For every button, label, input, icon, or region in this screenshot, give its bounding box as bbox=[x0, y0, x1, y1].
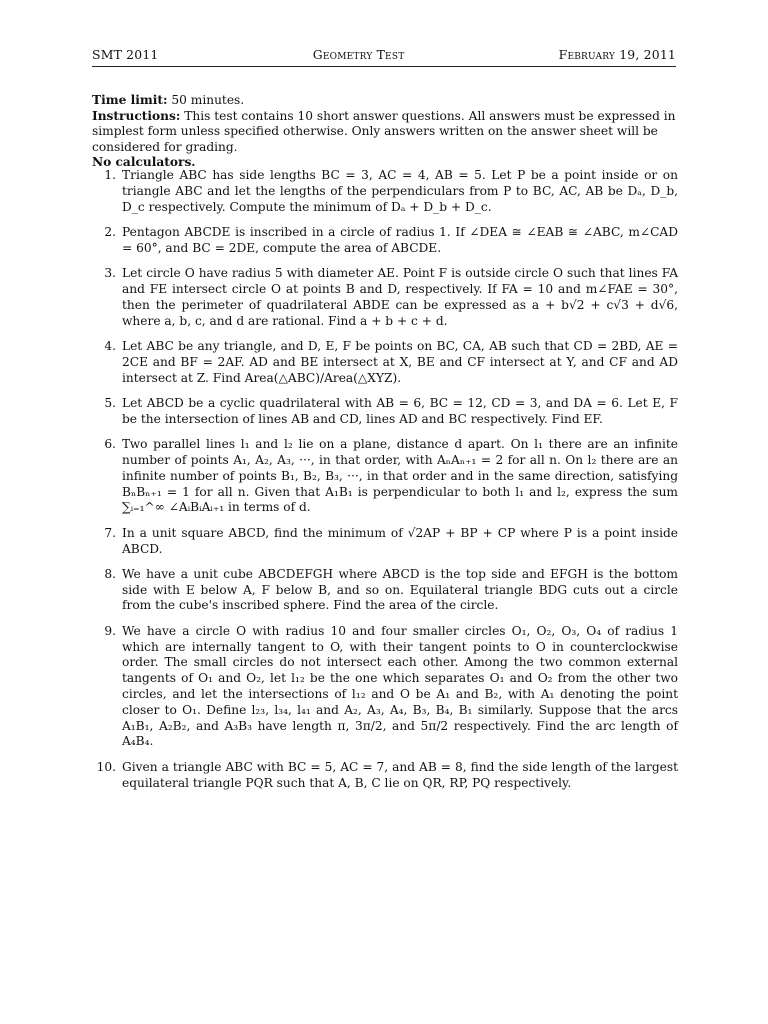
problem-number: 8. bbox=[104, 566, 116, 581]
problem-text: Let circle O have radius 5 with diameter AE. Point F is outside circle O such that lines FA and FE intersect circle O at points B and D, respectively. If FA = 10 and m∠FAE = 30°, then the perimeter of quadrilateral ABDE can be expressed as a + b√2 + c√3 + d√6, where a, b, c, and d are rational. Find a + b + c + d. bbox=[122, 266, 678, 328]
problem-text: Given a triangle ABC with BC = 5, AC = 7, and AB = 8, find the side length of the largest equilateral triangle PQR such that A, B, C lie on QR, RP, PQ respectively. bbox=[122, 759, 678, 790]
problem-item bbox=[92, 266, 678, 329]
problem-item bbox=[92, 567, 678, 614]
page-header bbox=[92, 47, 676, 62]
problem-number: 6. bbox=[104, 437, 116, 452]
problem-text: Let ABC be any triangle, and D, E, F be points on BC, CA, AB such that CD = 2BD, AE = 2CE and BF = 2AF. AD and BE intersect at X, BE and CF intersect at Y, and CF and AD intersect at Z. Find Area(△ABC)/Area(△XYZ). bbox=[122, 338, 678, 385]
time-limit-label: Time limit: bbox=[92, 93, 168, 107]
problem-item bbox=[92, 339, 678, 386]
problem-item bbox=[92, 437, 678, 516]
time-limit-value: 50 minutes. bbox=[167, 93, 245, 107]
problem-item bbox=[92, 760, 678, 792]
problem-text: Pentagon ABCDE is inscribed in a circle of radius 1. If ∠DEA ≅ ∠EAB ≅ ∠ABC, m∠CAD = 60°, and BC = 2DE, compute the area of ABCDE. bbox=[122, 224, 678, 255]
problem-number: 3. bbox=[104, 266, 116, 281]
no-calculators-label: No calculators. bbox=[92, 155, 196, 169]
header-rule bbox=[92, 66, 676, 67]
header-date: February 19, 2011 bbox=[558, 47, 676, 62]
problem-item bbox=[92, 624, 678, 750]
time-limit-line bbox=[92, 93, 678, 109]
problem-item bbox=[92, 168, 678, 215]
problem-text: We have a unit cube ABCDEFGH where ABCD is the top side and EFGH is the bottom side with E below A, F below B, and so on. Equilateral triangle BDG cuts out a circle from the cube's inscribed sphere. Find the area of the circle. bbox=[122, 566, 678, 613]
instructions-line bbox=[92, 109, 678, 156]
instructions-block bbox=[92, 93, 678, 171]
problem-number: 7. bbox=[104, 525, 116, 540]
problem-number: 9. bbox=[104, 623, 116, 638]
problem-number: 2. bbox=[104, 224, 116, 239]
problem-item bbox=[92, 526, 678, 558]
problem-list bbox=[92, 168, 678, 801]
problem-text: In a unit square ABCD, find the minimum of √2AP + BP + CP where P is a point inside ABCD. bbox=[122, 525, 678, 556]
problem-text: Triangle ABC has side lengths BC = 3, AC = 4, AB = 5. Let P be a point inside or on triangle ABC and let the lengths of the perpendiculars from P to BC, AC, AB be Dₐ, D_b, D_c respectively. Compute the minimum of Dₐ + D_b + D_c. bbox=[122, 168, 678, 214]
problem-number: 10. bbox=[96, 759, 116, 774]
problem-text: Two parallel lines l₁ and l₂ lie on a plane, distance d apart. On l₁ there are an infinite number of points A₁, A₂, A₃, ···, in that order, with AₙAₙ₊₁ = 2 for all n. On l₂ there are an infinite number of points B₁, B₂, B₃, ···, in that order and in the same direction, satisfying BₙBₙ₊₁ = 1 for all n. Given that A₁B₁ is perpendicular to both l₁ and l₂, express the sum ∑ᵢ₌₁^∞ ∠AᵢBᵢAᵢ₊₁ in terms of d. bbox=[122, 437, 678, 515]
header-title: Geometry Test bbox=[312, 47, 405, 62]
instructions-label: Instructions: bbox=[92, 108, 181, 123]
instructions-text: This test contains 10 short answer questions. All answers must be expressed in simplest form unless specified otherwise. Only answers written on the answer sheet will be considered for grading. bbox=[92, 108, 676, 154]
problem-number: 5. bbox=[104, 395, 116, 410]
problem-number: 4. bbox=[104, 338, 116, 353]
problem-number: 1. bbox=[104, 168, 116, 182]
problem-item bbox=[92, 396, 678, 428]
problem-text: Let ABCD be a cyclic quadrilateral with AB = 6, BC = 12, CD = 3, and DA = 6. Let E, F be the intersection of lines AB and CD, lines AD and BC respectively. Find EF. bbox=[122, 395, 678, 426]
problem-item bbox=[92, 225, 678, 257]
problem-text: We have a circle O with radius 10 and four smaller circles O₁, O₂, O₃, O₄ of radius 1 which are internally tangent to O, with their tangent points to O in counterclockwise order. The small circles do not intersect each other. Among the two common external tangents of O₁ and O₂, let l₁₂ be the one which separates O₁ and O₂ from the other two circles, and let the intersections of l₁₂ and O be A₁ and B₂, with A₁ denoting the point closer to O₁. Define l₂₃, l₃₄, l₄₁ and A₂, A₃, A₄, B₃, B₄, B₁ similarly. Suppose that the arcs A₁B₁, A₂B₂, and A₃B₃ have length π, 3π/2, and 5π/2 respectively. Find the arc length of A₄B₄. bbox=[122, 623, 678, 749]
header-left: SMT 2011 bbox=[92, 47, 159, 62]
